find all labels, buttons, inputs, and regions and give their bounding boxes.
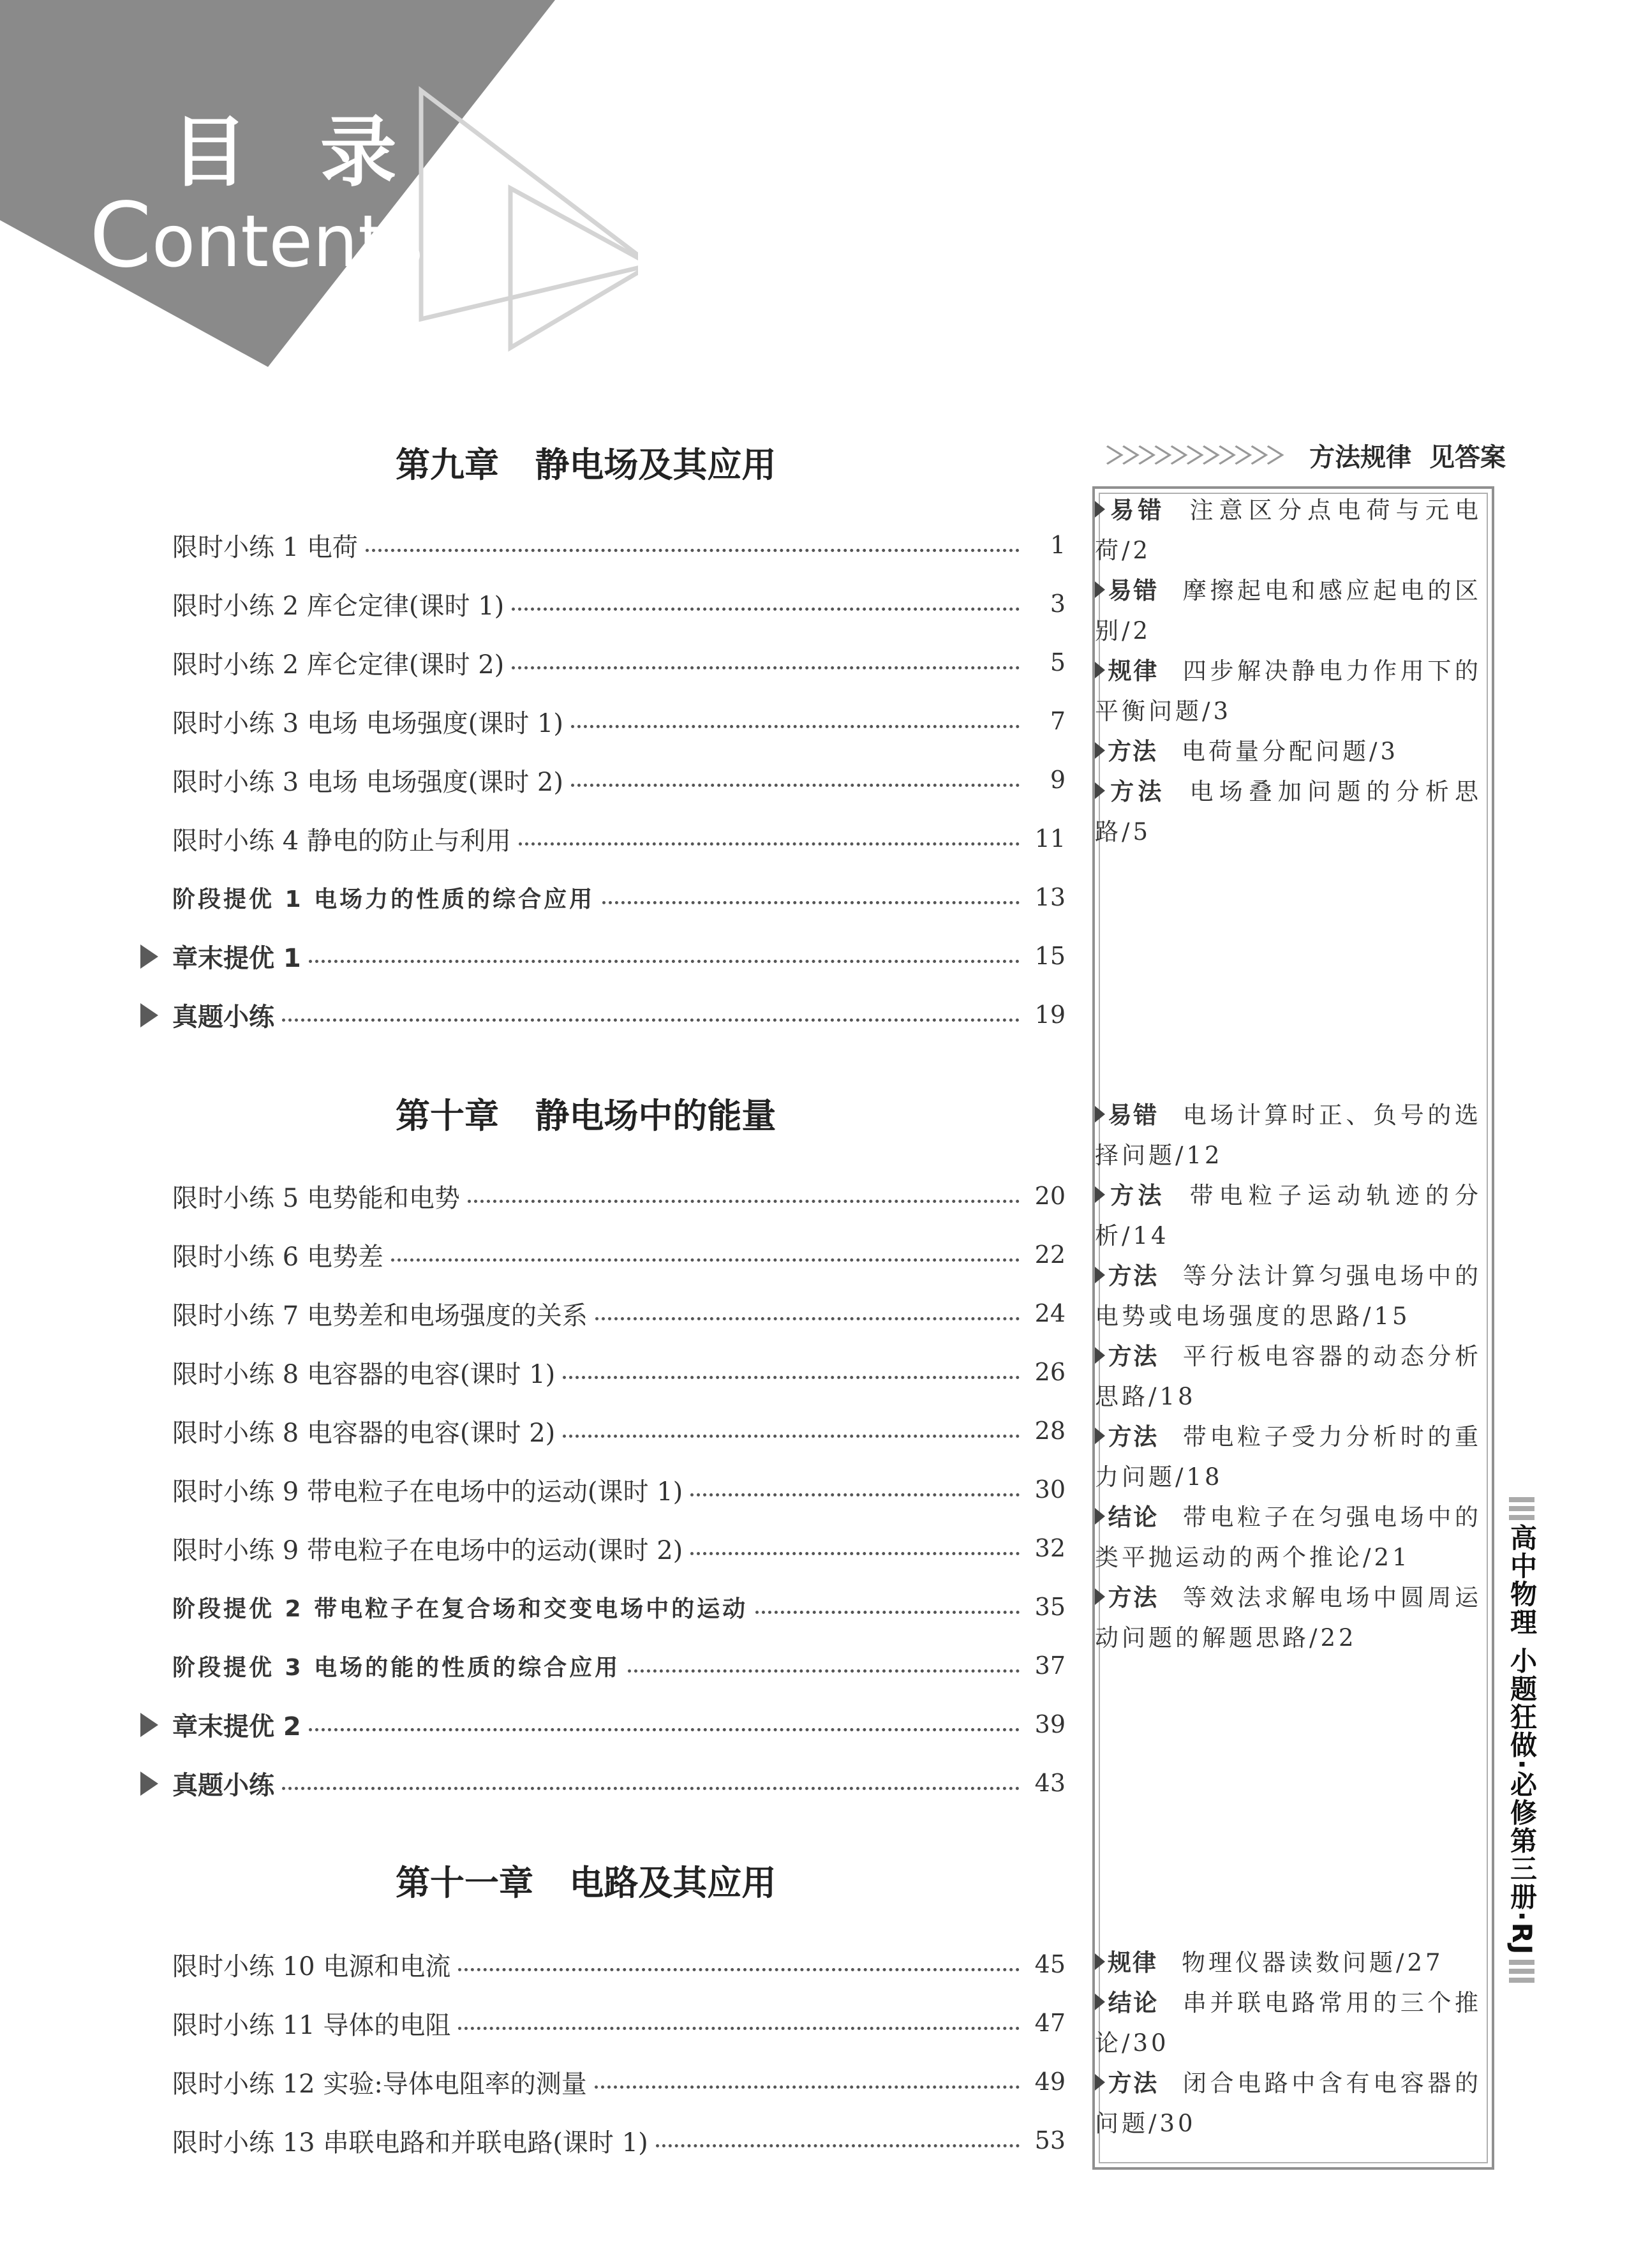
toc-item[interactable]	[172, 759, 1066, 800]
toc-item-text: 限时小练 1 电荷	[172, 532, 358, 562]
toc-page-number: 30	[1034, 1475, 1066, 1503]
note-marker-icon	[1095, 1106, 1105, 1123]
toc-item[interactable]	[172, 583, 1066, 624]
toc-item[interactable]	[172, 1352, 1066, 1392]
method-note	[1095, 1175, 1482, 1256]
note-tag: 方法	[1108, 738, 1157, 765]
dot-leader	[563, 1376, 1020, 1379]
toc-item[interactable]	[172, 1528, 1066, 1569]
note-marker-icon	[1095, 1508, 1105, 1525]
note-tag: 规律	[1108, 657, 1159, 685]
note-tag: 易错	[1108, 577, 1159, 604]
dot-leader	[458, 2027, 1020, 2030]
toc-item-text: 真题小练	[172, 1002, 274, 1032]
method-note	[1095, 1417, 1482, 1497]
toc-page-number: 35	[1034, 1593, 1066, 1621]
toc-item[interactable]	[172, 1944, 1066, 1985]
note-text: 摩擦起电和感应起电的区别/2	[1095, 577, 1482, 645]
method-note	[1095, 571, 1482, 651]
note-marker-icon	[1095, 662, 1105, 678]
method-header-text: 方法规律 见答案	[1309, 442, 1506, 472]
note-text: 闭合电路中含有电容器的问题/30	[1095, 2070, 1482, 2137]
dot-leader	[519, 842, 1020, 846]
dot-leader	[512, 608, 1020, 611]
toc-item[interactable]	[172, 1293, 1066, 1334]
note-text: 串并联电路常用的三个推论/30	[1095, 1989, 1482, 2057]
dot-leader	[595, 2085, 1020, 2089]
toc-item-stage[interactable]	[172, 1586, 1066, 1627]
toc-page-number: 7	[1050, 707, 1066, 735]
dot-leader	[309, 960, 1020, 963]
note-marker-icon	[1095, 1953, 1105, 1970]
dot-leader	[571, 784, 1020, 787]
note-text: 电场计算时正、负号的选择问题/12	[1095, 1101, 1482, 1169]
note-text: 带电粒子受力分析时的重力问题/18	[1095, 1423, 1482, 1491]
toc-item-text: 限时小练 11 导体的电阻	[172, 2010, 451, 2040]
toc-item-text: 限时小练 12 实验:导体电阻率的测量	[172, 2069, 587, 2099]
toc-item-text: 章末提优 1	[172, 943, 301, 973]
dot-leader	[468, 1200, 1020, 1203]
method-note	[1095, 490, 1482, 571]
spine-bars-bottom	[1509, 1960, 1534, 1983]
toc-title: 目 录	[171, 108, 420, 197]
toc-item[interactable]	[172, 1175, 1066, 1216]
toc-page-number: 22	[1034, 1241, 1066, 1269]
note-text: 物理仪器读数问题/27	[1182, 1949, 1444, 1976]
toc-item-text: 限时小练 7 电势差和电场强度的关系	[172, 1301, 588, 1331]
note-tag: 方法	[1108, 1182, 1166, 1209]
method-note	[1095, 1256, 1482, 1336]
toc-item-text: 限时小练 9 带电粒子在电场中的运动(课时 1)	[172, 1477, 683, 1507]
note-tag: 方法	[1108, 778, 1166, 805]
toc-page-number: 1	[1050, 531, 1066, 559]
note-text: 带电粒子在匀强电场中的类平抛运动的两个推论/21	[1095, 1503, 1482, 1571]
dot-leader	[690, 1552, 1020, 1555]
play-marker-icon	[140, 944, 158, 969]
contents-subtitle	[89, 184, 424, 288]
toc-item-stage[interactable]	[172, 877, 1066, 918]
toc-page-number: 37	[1034, 1652, 1066, 1680]
spine-label	[1503, 1493, 1541, 2087]
method-note	[1095, 651, 1482, 731]
note-text: 等分法计算匀强电场中的电势或电场强度的思路/15	[1095, 1262, 1482, 1330]
chapter-title: 第十章 静电场中的能量	[396, 1096, 776, 1136]
method-note	[1095, 1943, 1482, 1983]
toc-item-text: 限时小练 5 电势能和电势	[172, 1183, 460, 1213]
toc-page-number: 53	[1034, 2126, 1066, 2154]
note-marker-icon	[1095, 782, 1105, 799]
toc-page-number: 39	[1034, 1710, 1066, 1738]
note-tag: 方法	[1108, 1584, 1159, 1611]
toc-page-number: 24	[1034, 1299, 1066, 1327]
play-marker-icon	[140, 1003, 158, 1027]
note-text: 电场叠加问题的分析思路/5	[1095, 778, 1482, 846]
note-marker-icon	[1095, 1186, 1105, 1203]
dot-leader	[309, 1728, 1020, 1731]
toc-item-text: 阶段提优 1 电场力的性质的综合应用	[172, 886, 595, 913]
toc-item-text: 限时小练 3 电场 电场强度(课时 2)	[172, 767, 563, 797]
dot-leader	[366, 549, 1020, 552]
note-tag: 易错	[1108, 496, 1166, 524]
toc-item[interactable]	[172, 2120, 1066, 2161]
toc-item-text: 限时小练 10 电源和电流	[172, 1951, 451, 1981]
toc-page-number: 19	[1034, 1001, 1066, 1029]
toc-item[interactable]	[172, 2003, 1066, 2043]
toc-item-text: 限时小练 4 静电的防止与利用	[172, 826, 511, 856]
toc-page-number: 26	[1034, 1358, 1066, 1386]
dot-leader	[391, 1258, 1020, 1262]
note-tag: 易错	[1108, 1101, 1159, 1129]
note-tag: 方法	[1108, 1262, 1159, 1290]
play-marker-icon	[140, 1713, 158, 1737]
note-tag: 规律	[1108, 1949, 1157, 1976]
toc-item[interactable]	[172, 1410, 1066, 1451]
toc-item[interactable]	[172, 2061, 1066, 2102]
play-triangle-outline-small	[510, 188, 638, 348]
dot-leader	[282, 1787, 1020, 1790]
toc-page-number: 32	[1034, 1534, 1066, 1562]
toc-item-stage[interactable]	[172, 1645, 1066, 1686]
note-text: 四步解决静电力作用下的平衡问题/3	[1095, 657, 1482, 725]
toc-item-exam[interactable]	[172, 994, 1066, 1035]
toc-item-text: 限时小练 3 电场 电场强度(课时 1)	[172, 708, 563, 738]
toc-item-text: 限时小练 8 电容器的电容(课时 2)	[172, 1418, 556, 1448]
dot-leader	[602, 901, 1020, 904]
toc-page-number: 43	[1034, 1769, 1066, 1797]
dot-leader	[628, 1669, 1020, 1673]
toc-page-number: 20	[1034, 1182, 1066, 1210]
toc-item-text: 限时小练 8 电容器的电容(课时 1)	[172, 1359, 556, 1389]
note-marker-icon	[1095, 742, 1105, 759]
toc-page-number: 5	[1050, 648, 1066, 676]
note-text: 平行板电容器的动态分析思路/18	[1095, 1343, 1482, 1410]
note-marker-icon	[1095, 581, 1105, 598]
dot-leader	[571, 725, 1020, 728]
method-note	[1095, 2063, 1482, 2144]
toc-item-text: 限时小练 13 串联电路和并联电路(课时 1)	[172, 2128, 648, 2158]
note-marker-icon	[1095, 1267, 1105, 1283]
contents-rest: ontents	[151, 200, 424, 283]
toc-page-number: 3	[1050, 590, 1066, 618]
note-marker-icon	[1095, 1588, 1105, 1605]
note-text: 带电粒子运动轨迹的分析/14	[1095, 1182, 1482, 1250]
spine-bars-top	[1509, 1497, 1534, 1520]
note-text: 等效法求解电场中圆周运动问题的解题思路/22	[1095, 1584, 1482, 1652]
note-marker-icon	[1095, 1347, 1105, 1364]
toc-page-number: 28	[1034, 1417, 1066, 1445]
dot-leader	[458, 1968, 1020, 1971]
spine-text: 高中物理 小题狂做·必修第三册·RJ	[1506, 1524, 1538, 1956]
toc-item[interactable]	[172, 1234, 1066, 1275]
toc-page-number: 49	[1034, 2068, 1066, 2096]
toc-item-text: 章末提优 2	[172, 1712, 301, 1742]
chapter-title: 第十一章 电路及其应用	[396, 1863, 776, 1903]
toc-item[interactable]	[172, 642, 1066, 683]
toc-page-number: 45	[1034, 1950, 1066, 1978]
method-note	[1095, 1095, 1482, 1175]
note-marker-icon	[1095, 1994, 1105, 2010]
method-note	[1095, 731, 1482, 772]
method-note	[1095, 772, 1482, 852]
method-note	[1095, 1336, 1482, 1417]
method-note	[1095, 1983, 1482, 2063]
contents-cap: C	[89, 184, 152, 288]
toc-item[interactable]	[172, 525, 1066, 565]
toc-item-text: 阶段提优 3 电场的能的性质的综合应用	[172, 1654, 621, 1681]
note-marker-icon	[1095, 1428, 1105, 1444]
toc-item-text: 限时小练 6 电势差	[172, 1242, 383, 1272]
dot-leader	[656, 2144, 1020, 2147]
toc-item-chapter-end[interactable]	[172, 1704, 1066, 1745]
note-tag: 结论	[1108, 1989, 1159, 2017]
toc-page-number: 47	[1034, 2009, 1066, 2037]
method-note	[1095, 1578, 1482, 1658]
dot-leader	[563, 1435, 1020, 1438]
toc-item-text: 真题小练	[172, 1770, 274, 1800]
method-header	[1104, 439, 1506, 471]
toc-item[interactable]	[172, 1469, 1066, 1510]
toc-item-text: 限时小练 2 库仑定律(课时 1)	[172, 591, 505, 621]
dot-leader	[512, 666, 1020, 669]
chevron-arrows-icon	[1104, 444, 1296, 466]
toc-item-exam[interactable]	[172, 1763, 1066, 1803]
note-marker-icon	[1095, 501, 1105, 518]
toc-item-text: 限时小练 9 带电粒子在电场中的运动(课时 2)	[172, 1535, 683, 1565]
play-marker-icon	[140, 1772, 158, 1796]
toc-item[interactable]	[172, 818, 1066, 859]
toc-item-text: 阶段提优 2 带电粒子在复合场和交变电场中的运动	[172, 1595, 748, 1622]
note-tag: 方法	[1108, 1423, 1159, 1451]
dot-leader	[755, 1611, 1020, 1614]
note-text: 电荷量分配问题/3	[1182, 738, 1399, 765]
dot-leader	[690, 1493, 1020, 1496]
toc-item-text: 限时小练 2 库仑定律(课时 2)	[172, 650, 505, 680]
chapter-title: 第九章 静电场及其应用	[396, 445, 776, 485]
dot-leader	[595, 1317, 1020, 1320]
dot-leader	[282, 1018, 1020, 1022]
toc-page-number: 15	[1034, 942, 1066, 970]
note-tag: 结论	[1108, 1503, 1159, 1531]
toc-page-number: 11	[1034, 824, 1066, 853]
note-marker-icon	[1095, 2074, 1105, 2091]
note-text: 注意区分点电荷与元电荷/2	[1095, 496, 1482, 564]
note-tag: 方法	[1108, 1343, 1159, 1370]
note-tag: 方法	[1108, 2070, 1159, 2097]
toc-page-number: 13	[1034, 883, 1066, 911]
method-note	[1095, 1497, 1482, 1578]
toc-page-number: 9	[1050, 766, 1066, 794]
toc-item[interactable]	[172, 701, 1066, 742]
toc-item-chapter-end[interactable]	[172, 936, 1066, 976]
